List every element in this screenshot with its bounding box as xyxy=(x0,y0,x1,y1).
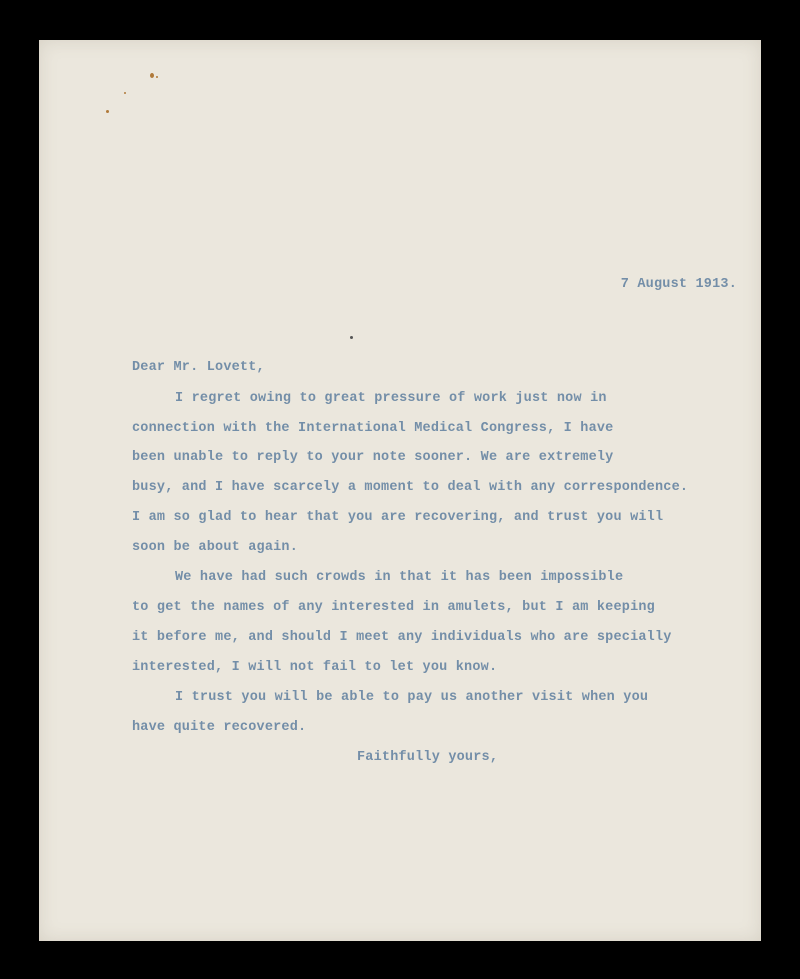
stain-mark xyxy=(124,92,126,94)
letter-sheet xyxy=(39,40,761,941)
letter-line: to get the names of any interested in amulets, but I am keeping xyxy=(132,600,655,615)
letter-line: it before me, and should I meet any individuals who are specially xyxy=(132,630,672,645)
letter-line: I am so glad to hear that you are recovering, and trust you will xyxy=(132,510,664,525)
stain-mark xyxy=(150,73,154,78)
letter-line: interested, I will not fail to let you know. xyxy=(132,660,498,675)
letter-line: have quite recovered. xyxy=(132,720,307,735)
letter-closing: Faithfully yours, xyxy=(357,750,499,765)
letter-line: I trust you will be able to pay us another visit when you xyxy=(175,690,649,705)
letter-line: been unable to reply to your note sooner. We are extremely xyxy=(132,450,614,465)
letter-line: busy, and I have scarcely a moment to deal with any correspondence. xyxy=(132,480,689,495)
letter-line: I regret owing to great pressure of work just now in xyxy=(175,391,607,406)
letter-line: We have had such crowds in that it has been impossible xyxy=(175,570,624,585)
stain-mark xyxy=(156,76,158,78)
stain-mark xyxy=(106,110,109,113)
letter-date: 7 August 1913. xyxy=(620,277,737,292)
letter-line: soon be about again. xyxy=(132,540,299,555)
stain-mark xyxy=(350,336,353,339)
letter-line: connection with the International Medical Congress, I have xyxy=(132,421,614,436)
letter-salutation: Dear Mr. Lovett, xyxy=(132,360,265,375)
